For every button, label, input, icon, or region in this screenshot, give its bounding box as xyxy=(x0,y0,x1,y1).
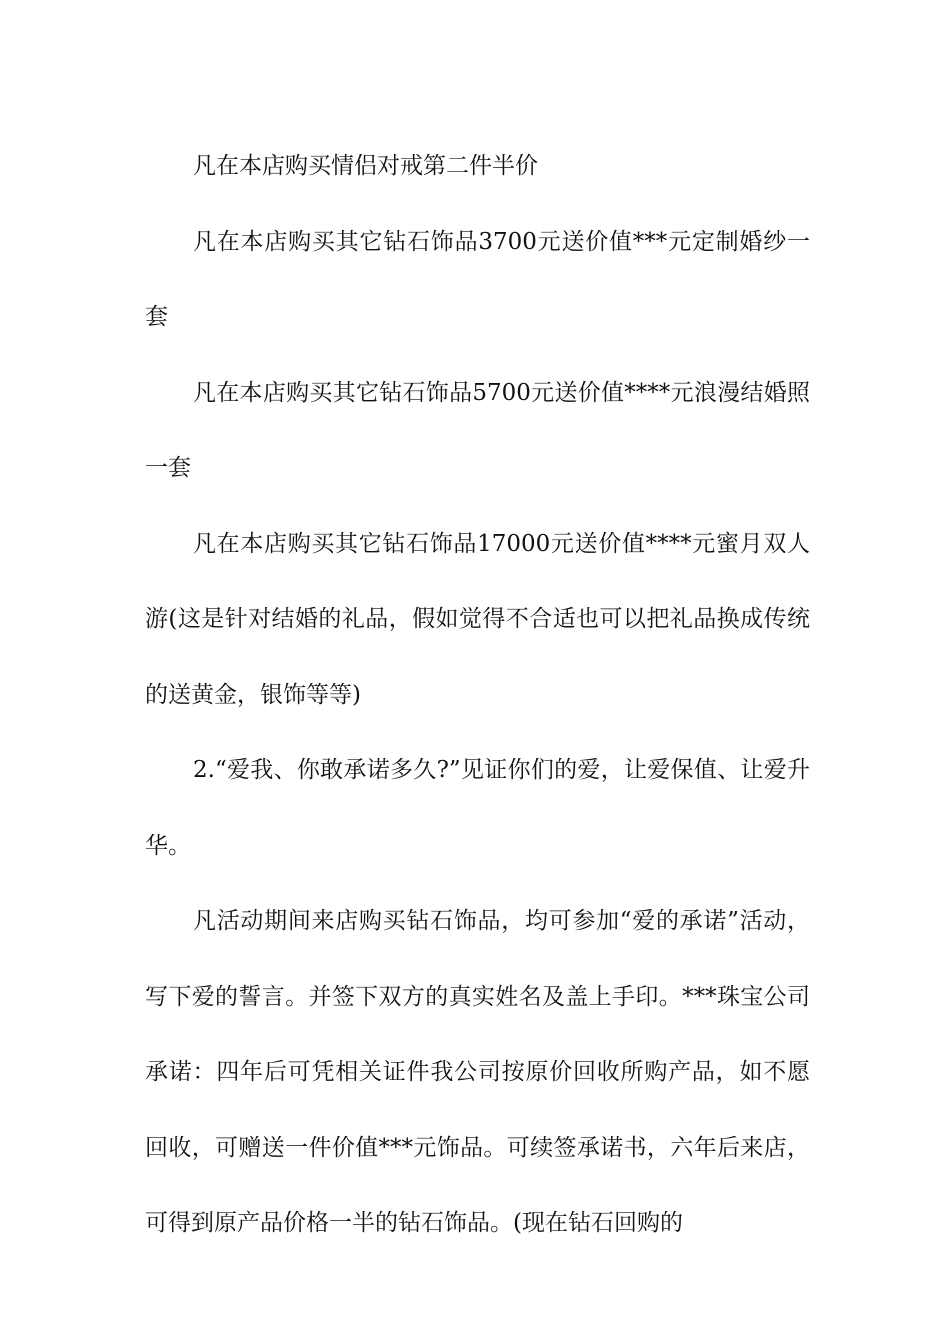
paragraph-love-promise-details: 凡活动期间来店购买钻石饰品，均可参加“爱的承诺”活动，写下爱的誓言。并签下双方的真实姓名及盖上手印。***珠宝公司承诺：四年后可凭相关证件我公司按原价回收所购产品，如不愿回收，可赠送一件价值***元饰品。可续签承诺书，六年后来店，可得到原产品价格一半的钻石饰品。(现在钻石回购的 xyxy=(145,908,810,1236)
document-body xyxy=(145,129,810,1262)
paragraph-couple-rings: 凡在本店购买情侣对戒第二件半价 xyxy=(193,153,538,179)
paragraph-wedding-photo-gift: 凡在本店购买其它钻石饰品5700元送价值****元浪漫结婚照一套 xyxy=(145,379,810,481)
paragraph-honeymoon-gift: 凡在本店购买其它钻石饰品17000元送价值****元蜜月双人游(这是针对结婚的礼品，假如觉得不合适也可以把礼品换成传统的送黄金，银饰等等) xyxy=(145,530,810,708)
paragraph-wedding-dress-gift: 凡在本店购买其它钻石饰品3700元送价值***元定制婚纱一套 xyxy=(145,228,810,330)
paragraph-love-promise-heading: 2.“爱我、你敢承诺多久?”见证你们的爱，让爱保值、让爱升华。 xyxy=(145,757,810,859)
